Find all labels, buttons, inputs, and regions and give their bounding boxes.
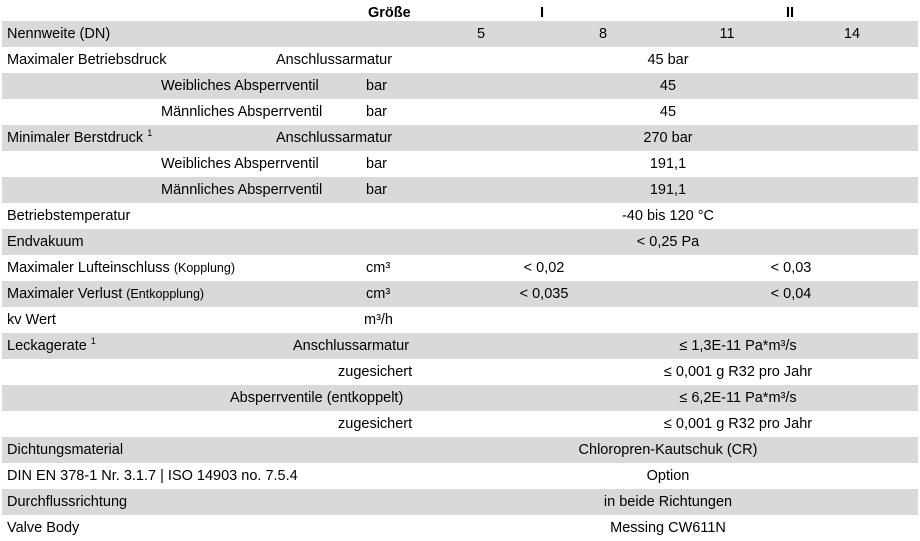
dn-11: 11 bbox=[719, 26, 735, 42]
row-unit: bar bbox=[366, 104, 387, 120]
row-value: Messing CW611N bbox=[610, 520, 726, 536]
row-sublabel: Anschlussarmatur bbox=[276, 52, 393, 68]
row-unit: bar bbox=[366, 78, 387, 94]
row-label: Durchflussrichtung bbox=[7, 494, 128, 510]
row-unit: bar bbox=[366, 156, 387, 172]
table-row bbox=[2, 515, 918, 541]
row-sublabel: Weibliches Absperrventil bbox=[161, 156, 319, 172]
row-unit: bar bbox=[366, 182, 387, 198]
row-value: 270 bar bbox=[643, 130, 693, 146]
row-label-wrap bbox=[7, 255, 235, 281]
row-value: 191,1 bbox=[649, 182, 687, 198]
row-sublabel: Anschlussarmatur bbox=[293, 338, 410, 354]
row-label: Valve Body bbox=[7, 520, 80, 536]
row-value: Chloropren-Kautschuk (CR) bbox=[578, 442, 758, 458]
table-row bbox=[2, 47, 918, 73]
table-row bbox=[2, 21, 918, 47]
row-sublabel: Männliches Absperrventil bbox=[161, 182, 323, 198]
row-value: ≤ 6,2E-11 Pa*m³/s bbox=[679, 390, 797, 406]
row-value-size-i: < 0,035 bbox=[519, 286, 569, 302]
row-label-note: (Entkopplung) bbox=[126, 287, 205, 301]
row-value: ≤ 0,001 g R32 pro Jahr bbox=[663, 416, 813, 432]
row-value: < 0,25 Pa bbox=[636, 234, 700, 250]
footnote-marker: 1 bbox=[147, 128, 153, 138]
row-label: Maximaler Betriebsdruck bbox=[7, 52, 167, 68]
row-label: Endvakuum bbox=[7, 234, 84, 250]
footnote-marker: 1 bbox=[90, 336, 96, 346]
table-row bbox=[2, 99, 918, 125]
header-size-ii: II bbox=[785, 5, 795, 21]
header-size-i: I bbox=[539, 5, 545, 21]
row-sublabel: zugesichert bbox=[338, 364, 413, 380]
table-row bbox=[2, 229, 918, 255]
row-value: Option bbox=[646, 468, 690, 484]
row-value: ≤ 0,001 g R32 pro Jahr bbox=[663, 364, 813, 380]
row-value-size-i: < 0,02 bbox=[523, 260, 565, 276]
row-label: Minimaler Berstdruck bbox=[7, 130, 144, 146]
row-value: 191,1 bbox=[649, 156, 687, 172]
dn-8: 8 bbox=[598, 26, 608, 42]
row-sublabel: Absperrventile (entkoppelt) bbox=[230, 390, 404, 406]
row-label: Betriebstemperatur bbox=[7, 208, 131, 224]
table-row bbox=[2, 359, 918, 385]
row-value: 45 bbox=[659, 78, 677, 94]
table-row bbox=[2, 255, 918, 281]
table-row bbox=[2, 177, 918, 203]
row-label: DIN EN 378-1 Nr. 3.1.7 | ISO 14903 no. 7.5.4 bbox=[7, 468, 298, 484]
row-label: Leckagerate bbox=[7, 338, 87, 354]
table-row bbox=[2, 73, 918, 99]
table-row bbox=[2, 411, 918, 437]
row-label-wrap bbox=[7, 281, 204, 307]
row-label-wrap bbox=[7, 125, 152, 151]
row-label: Nennweite (DN) bbox=[7, 26, 111, 42]
table-row bbox=[2, 437, 918, 463]
table-row bbox=[2, 333, 918, 359]
row-sublabel: zugesichert bbox=[338, 416, 413, 432]
row-sublabel: Weibliches Absperrventil bbox=[161, 78, 319, 94]
row-label: kv Wert bbox=[7, 312, 56, 328]
row-sublabel: Anschlussarmatur bbox=[276, 130, 393, 146]
table-row bbox=[2, 307, 918, 333]
row-value-size-ii: < 0,03 bbox=[770, 260, 812, 276]
row-sublabel: Männliches Absperrventil bbox=[161, 104, 323, 120]
row-value-size-ii: < 0,04 bbox=[770, 286, 812, 302]
row-value: in beide Richtungen bbox=[603, 494, 733, 510]
row-label: Maximaler Lufteinschluss bbox=[7, 260, 170, 276]
table-row bbox=[2, 281, 918, 307]
row-value: 45 bar bbox=[647, 52, 689, 68]
row-label: Maximaler Verlust bbox=[7, 286, 123, 302]
dn-14: 14 bbox=[843, 26, 861, 42]
row-unit: cm³ bbox=[366, 260, 391, 276]
row-label-note: (Kopplung) bbox=[173, 261, 235, 275]
row-value: -40 bis 120 °C bbox=[621, 208, 715, 224]
table-row bbox=[2, 489, 918, 515]
table-row bbox=[2, 463, 918, 489]
row-label-wrap bbox=[7, 333, 96, 359]
header-groesse: Größe bbox=[368, 5, 411, 21]
table-row bbox=[2, 385, 918, 411]
table-row bbox=[2, 203, 918, 229]
dn-5: 5 bbox=[476, 26, 486, 42]
row-unit: m³/h bbox=[364, 312, 393, 328]
table-row bbox=[2, 125, 918, 151]
row-value: 45 bbox=[659, 104, 677, 120]
table-row bbox=[2, 151, 918, 177]
row-label: Dichtungsmaterial bbox=[7, 442, 124, 458]
row-value: ≤ 1,3E-11 Pa*m³/s bbox=[679, 338, 797, 354]
row-unit: cm³ bbox=[366, 286, 391, 302]
